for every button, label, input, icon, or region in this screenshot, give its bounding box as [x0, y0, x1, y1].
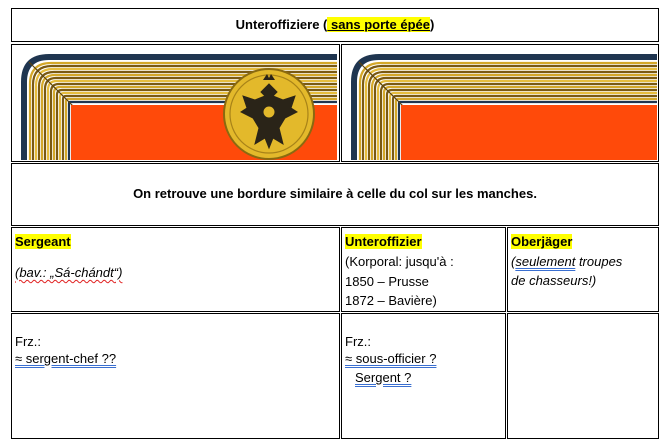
rank-name-sergeant: Sergeant — [15, 234, 71, 249]
translation-cell-unteroffizier — [341, 313, 506, 439]
rank-name-unteroffizier: Unteroffizier — [345, 234, 422, 249]
rank-note-oberjaeger-line2: de chasseurs!) — [511, 273, 597, 288]
rank-cell-sergeant — [11, 227, 340, 312]
translation-prefix-unteroffizier: Frz.: — [345, 334, 371, 349]
collar-with-eagle-image — [15, 48, 337, 160]
rank-cell-oberjaeger — [507, 227, 659, 312]
collar-image-cell-left — [11, 44, 340, 162]
banner-cell — [11, 163, 659, 226]
translation-cell-sergeant — [11, 313, 340, 439]
title-prefix: Unteroffiziere ( — [235, 17, 328, 32]
translation-unteroffizier-line2: Sergent ? — [355, 370, 412, 385]
rank-cell-unteroffizier — [341, 227, 506, 312]
eagle-emblem-icon — [224, 69, 314, 159]
title-cell — [11, 8, 659, 42]
rank-note-oberjaeger-line1 — [511, 252, 622, 272]
collar-image-cell-right — [341, 44, 659, 162]
banner-text: On retrouve une bordure similaire à celle du col sur les manches. — [133, 186, 537, 201]
rank-note-unteroffizier-line1: (Korporal: jusqu'à : — [345, 254, 454, 269]
page-title — [12, 17, 658, 32]
rank-note-unteroffizier-line2: 1850 – Prusse — [345, 274, 429, 289]
translation-sergeant: ≈ sergent-chef ?? — [15, 351, 117, 366]
title-highlight: sans porte épée — [327, 17, 430, 32]
rank-note-oberjaeger-emphasis: seulement — [515, 254, 576, 269]
rank-name-oberjaeger: Oberjäger — [511, 234, 573, 249]
translation-prefix-sergeant: Frz.: — [15, 334, 41, 349]
translation-unteroffizier-line1: ≈ sous-officier ? — [345, 351, 437, 366]
translation-cell-oberjaeger — [507, 313, 659, 439]
rank-note-sergeant: (bav.: „Sá-chándt“) — [15, 265, 123, 280]
rank-note-oberjaeger-text1: (seulement troupes — [511, 254, 623, 269]
title-suffix: ) — [430, 17, 435, 32]
rank-note-unteroffizier-line3: 1872 – Bavière) — [345, 293, 437, 308]
collar-plain-image — [345, 48, 657, 160]
